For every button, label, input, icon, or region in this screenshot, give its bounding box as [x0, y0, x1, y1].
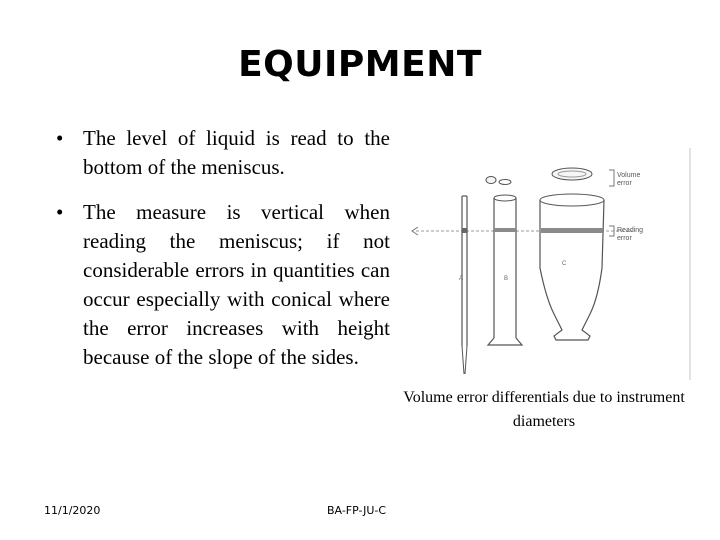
- instruments-diagram: [404, 148, 694, 380]
- volume-error-label: Volume: [617, 172, 641, 179]
- bullet-item: [50, 124, 390, 182]
- measuring-instruments-figure: [404, 148, 694, 380]
- reading-error-label: error: [617, 235, 632, 242]
- footer-code: BA-FP-JU-C: [327, 504, 387, 517]
- bullet-list: [50, 124, 390, 388]
- pipette-a: [462, 177, 496, 375]
- footer-date: 11/1/2020: [44, 504, 101, 517]
- bullet-text: The measure is vertical when reading the meniscus; if not considerable errors in quantities can occur especially with conical where the error increases with height because of the slope of the sides.: [83, 200, 390, 369]
- volume-error-label: error: [617, 180, 632, 187]
- bullet-text: The level of liquid is read to the bottom of the meniscus.: [83, 126, 390, 179]
- label-b: B: [504, 276, 509, 282]
- cylinder-b: [488, 180, 522, 346]
- volume-error-bracket: [609, 170, 614, 186]
- slide-title: EQUIPMENT: [238, 44, 482, 85]
- bullet-item: [50, 198, 390, 372]
- figure-caption: Volume error differentials due to instrument diameters: [403, 389, 685, 430]
- bullet-dot-icon: •: [56, 126, 64, 150]
- conical-measure-c: [540, 168, 604, 340]
- bullet-dot-icon: •: [56, 200, 64, 224]
- reading-error-label: Reading: [617, 227, 644, 234]
- label-c: C: [562, 261, 567, 267]
- label-a: A: [459, 276, 464, 282]
